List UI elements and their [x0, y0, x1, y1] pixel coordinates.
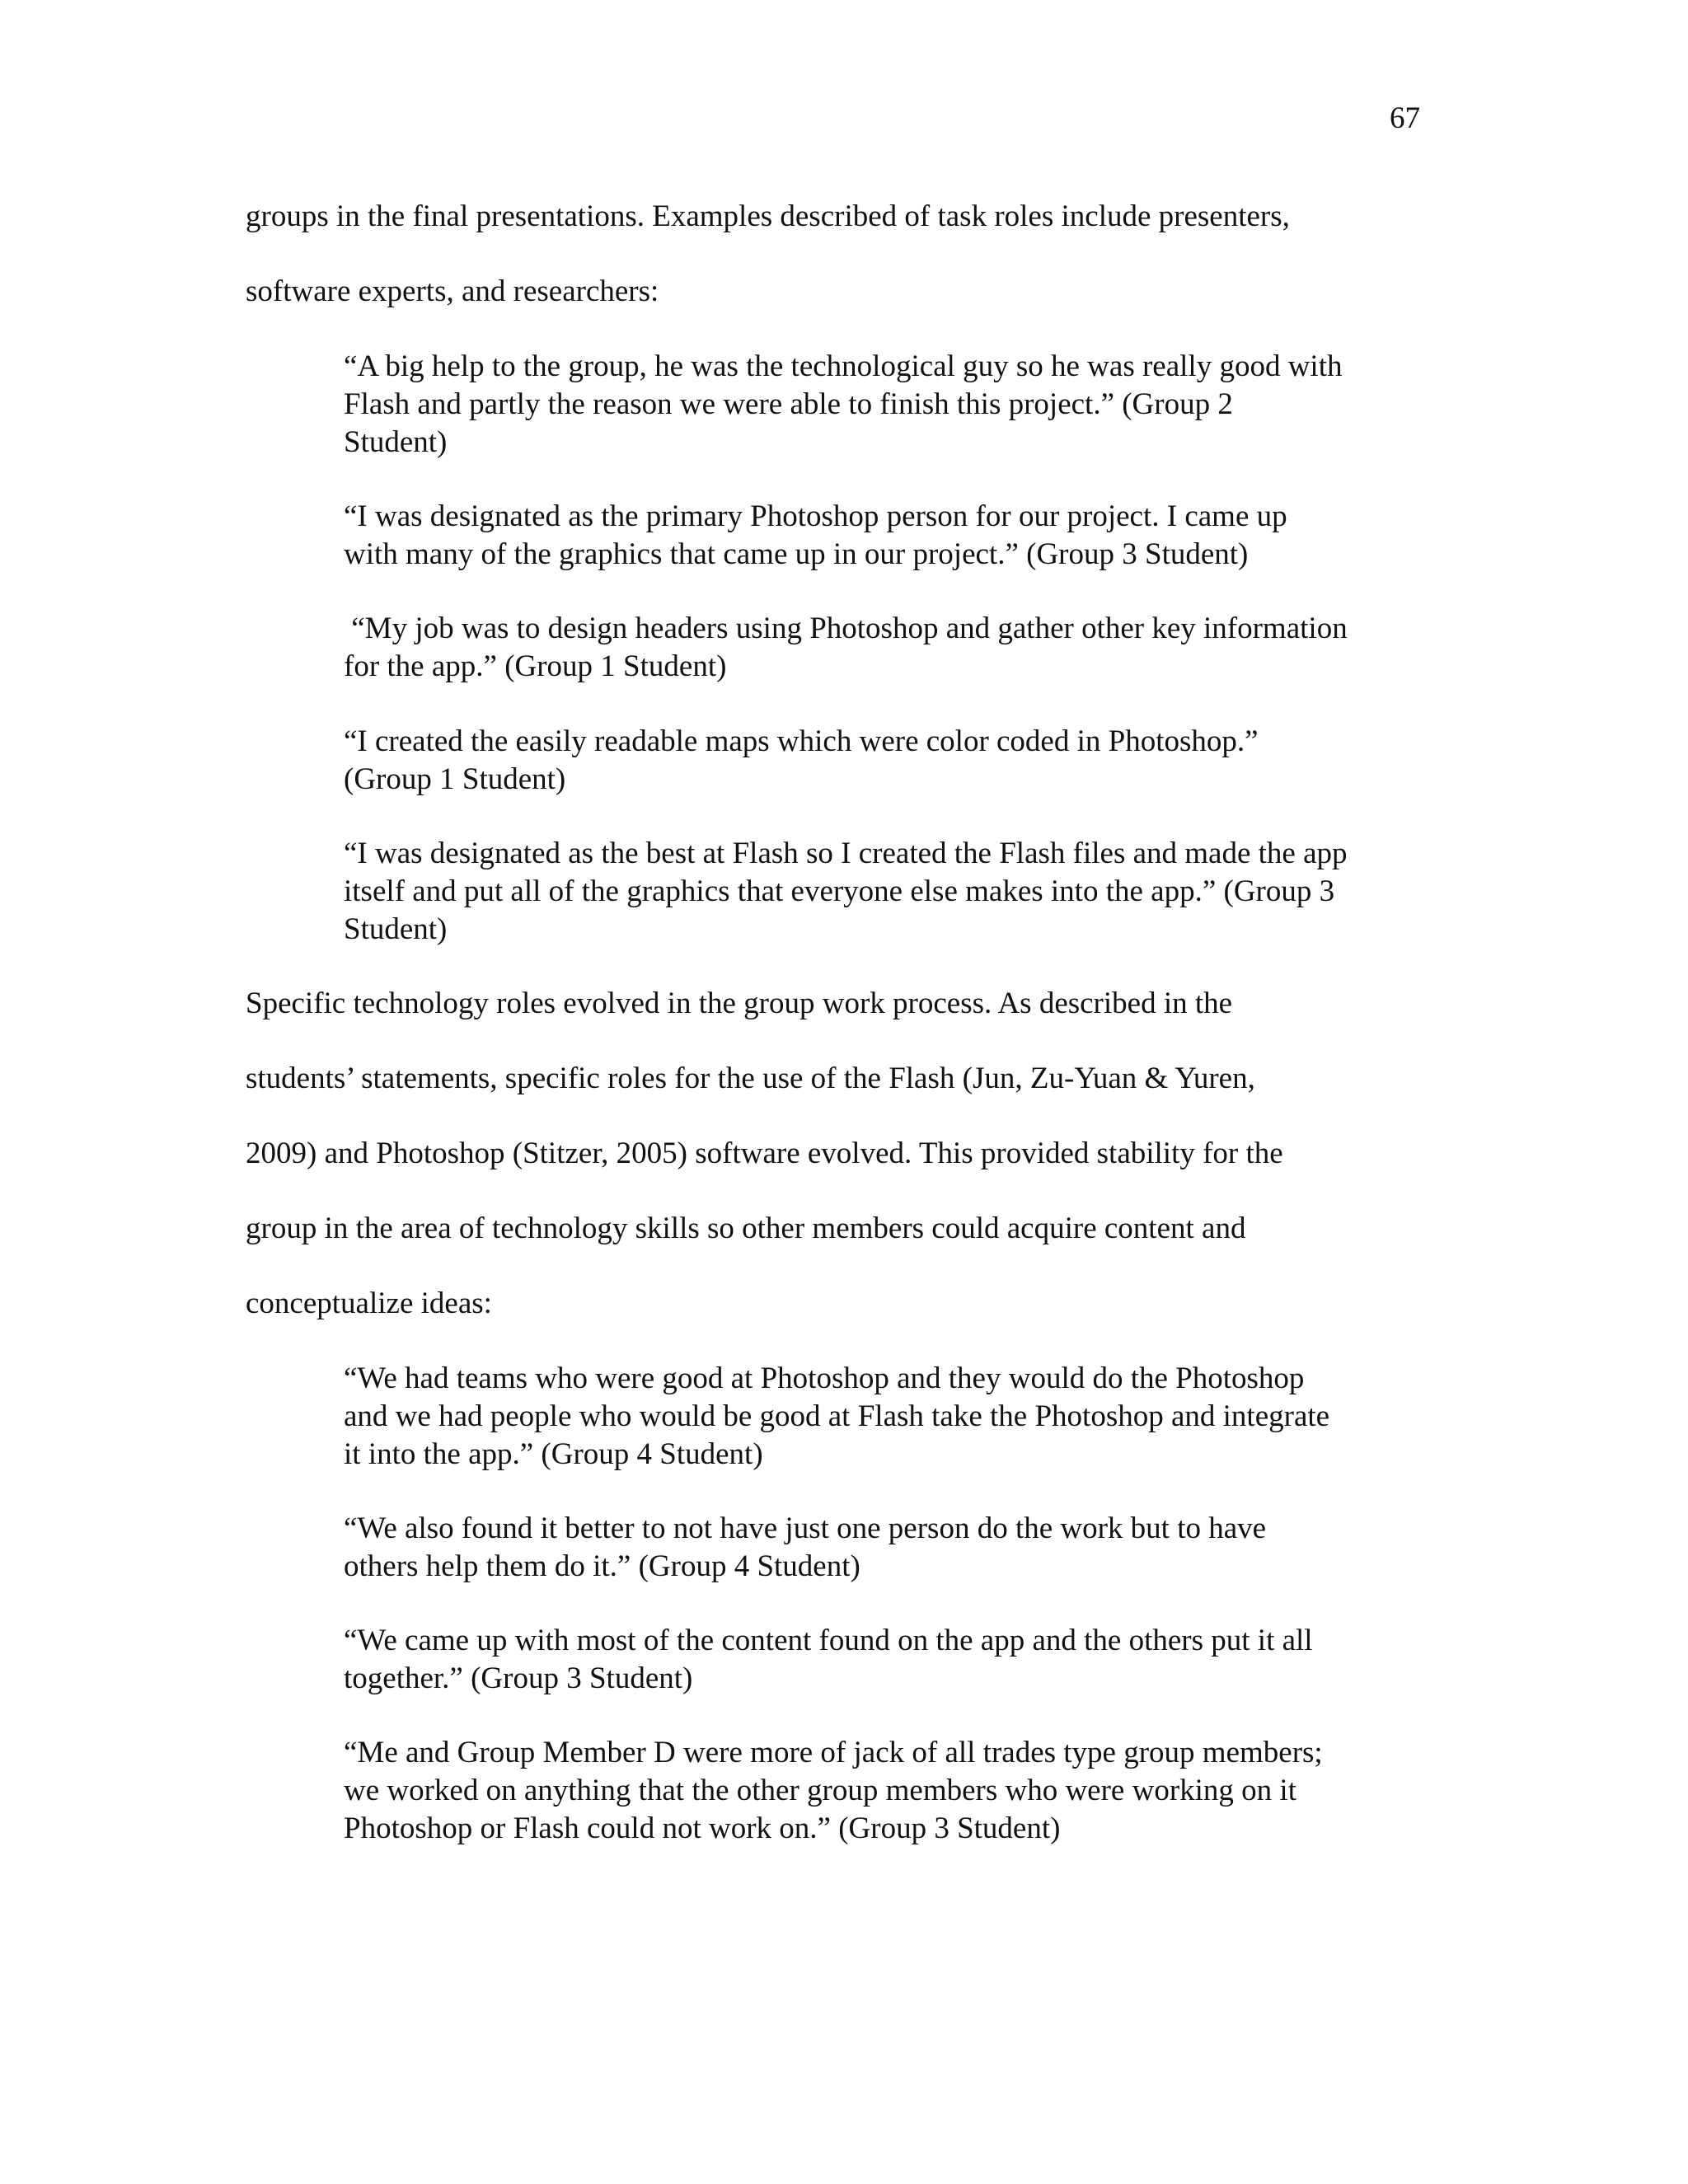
block-quote-8 — [344, 1622, 1440, 1698]
quote-line: “I was designated as the best at Flash so I created the Flash files and made the app — [344, 837, 1348, 870]
body-line: students’ statements, specific roles for the use of the Flash (Jun, Zu-Yuan & Yuren, — [246, 1062, 1255, 1095]
block-quote-3 — [344, 610, 1440, 686]
page-number: 67 — [1390, 101, 1420, 135]
quote-line: it into the app.” (Group 4 Student) — [344, 1437, 763, 1471]
quote-line: “Me and Group Member D were more of jack of all trades type group members; — [344, 1736, 1323, 1769]
quote-line: we worked on anything that the other group members who were working on it — [344, 1774, 1296, 1807]
body-line: conceptualize ideas: — [246, 1286, 492, 1320]
block-quote-7 — [344, 1510, 1440, 1586]
quote-line: “My job was to design headers using Photoshop and gather other key information — [344, 612, 1348, 645]
quote-line: “We also found it better to not have just one person do the work but to have — [344, 1511, 1267, 1545]
block-quote-2 — [344, 498, 1440, 574]
body-line: group in the area of technology skills so other members could acquire content and — [246, 1212, 1246, 1245]
quote-line: and we had people who would be good at Flash take the Photoshop and integrate — [344, 1399, 1330, 1433]
quote-line: itself and put all of the graphics that everyone else makes into the app.” (Group 3 — [344, 874, 1335, 908]
quote-line: “I created the easily readable maps which were color coded in Photoshop.” — [344, 724, 1259, 758]
quote-line: Student) — [344, 425, 448, 459]
block-quote-5 — [344, 835, 1440, 949]
quote-line: Flash and partly the reason we were able to finish this project.” (Group 2 — [344, 387, 1233, 421]
body-line: groups in the final presentations. Examples described of task roles include presenters, — [246, 199, 1290, 233]
quote-line: Photoshop or Flash could not work on.” (Group 3 Student) — [344, 1811, 1061, 1845]
quote-line: together.” (Group 3 Student) — [344, 1661, 693, 1695]
block-quote-4 — [344, 723, 1440, 799]
quote-line: “We had teams who were good at Photoshop and they would do the Photoshop — [344, 1361, 1305, 1395]
block-quote-9 — [344, 1734, 1440, 1848]
body-line: software experts, and researchers: — [246, 274, 659, 308]
quote-line: (Group 1 Student) — [344, 762, 566, 796]
body-line: 2009) and Photoshop (Stitzer, 2005) software evolved. This provided stability for the — [246, 1137, 1283, 1170]
block-quote-6 — [344, 1360, 1440, 1474]
quote-line: for the app.” (Group 1 Student) — [344, 649, 727, 683]
quote-line: “A big help to the group, he was the technological guy so he was really good with — [344, 349, 1343, 383]
block-quote-1 — [344, 348, 1440, 462]
body-line: Specific technology roles evolved in the group work process. As described in the — [246, 987, 1233, 1020]
quote-line: “We came up with most of the content found on the app and the others put it all — [344, 1624, 1313, 1657]
quote-line: others help them do it.” (Group 4 Student) — [344, 1549, 860, 1583]
quote-line: with many of the graphics that came up in our project.” (Group 3 Student) — [344, 537, 1249, 571]
quote-line: Student) — [344, 912, 448, 946]
quote-line: “I was designated as the primary Photoshop person for our project. I came up — [344, 499, 1287, 533]
